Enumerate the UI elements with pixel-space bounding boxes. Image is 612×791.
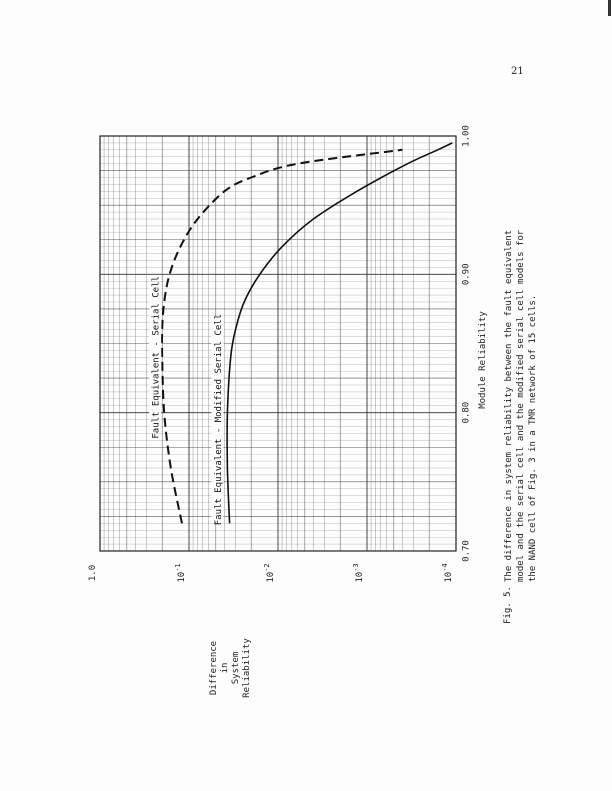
- caption-line: The difference in system reliability between the fault equivalent: [504, 229, 514, 582]
- caption-line: the NAND cell of Fig. 3 in a TMR network of 15 cells.: [528, 294, 538, 582]
- series-labels: [149, 276, 224, 525]
- y-axis-label-line: Reliability: [242, 638, 252, 698]
- y-axis-label: [209, 636, 253, 700]
- y-axis-label-line: System: [231, 651, 241, 685]
- y-tick-label: $10^{-2}$: [263, 563, 276, 583]
- series-modified-serial-cell-line: [227, 143, 452, 523]
- x-tick-label: 1.00: [461, 125, 472, 147]
- series-label-group: [211, 314, 224, 525]
- figure-caption: [503, 230, 539, 582]
- y-axis-label-line: Difference: [209, 640, 219, 696]
- caption-line: model and the serial cell and the modified serial cell models for: [516, 229, 526, 582]
- series-label: Fault Equivalent - Serial Cell: [151, 276, 162, 439]
- x-tick-label: 0.80: [461, 401, 472, 424]
- tick-labels: [88, 125, 472, 582]
- y-axis-label-line: in: [220, 662, 230, 674]
- series: [162, 143, 452, 526]
- y-tick-label: $10^{-3}$: [352, 563, 365, 583]
- x-axis-label: Module Reliability: [478, 311, 488, 409]
- x-tick-label: 0.70: [461, 540, 472, 562]
- y-tick-label: $10^{-4}$: [441, 563, 454, 583]
- page-number: 21: [511, 66, 524, 77]
- x-tick-label: 0.90: [461, 263, 472, 286]
- series-label-group: [149, 276, 162, 439]
- figure-label: Fig. 5.: [503, 586, 513, 624]
- y-tick-label: $10^{-1}$: [174, 563, 187, 583]
- y-tick-label: 1.0: [88, 564, 98, 582]
- series-label: Fault Equivalent - Modified Serial Cell: [213, 313, 224, 526]
